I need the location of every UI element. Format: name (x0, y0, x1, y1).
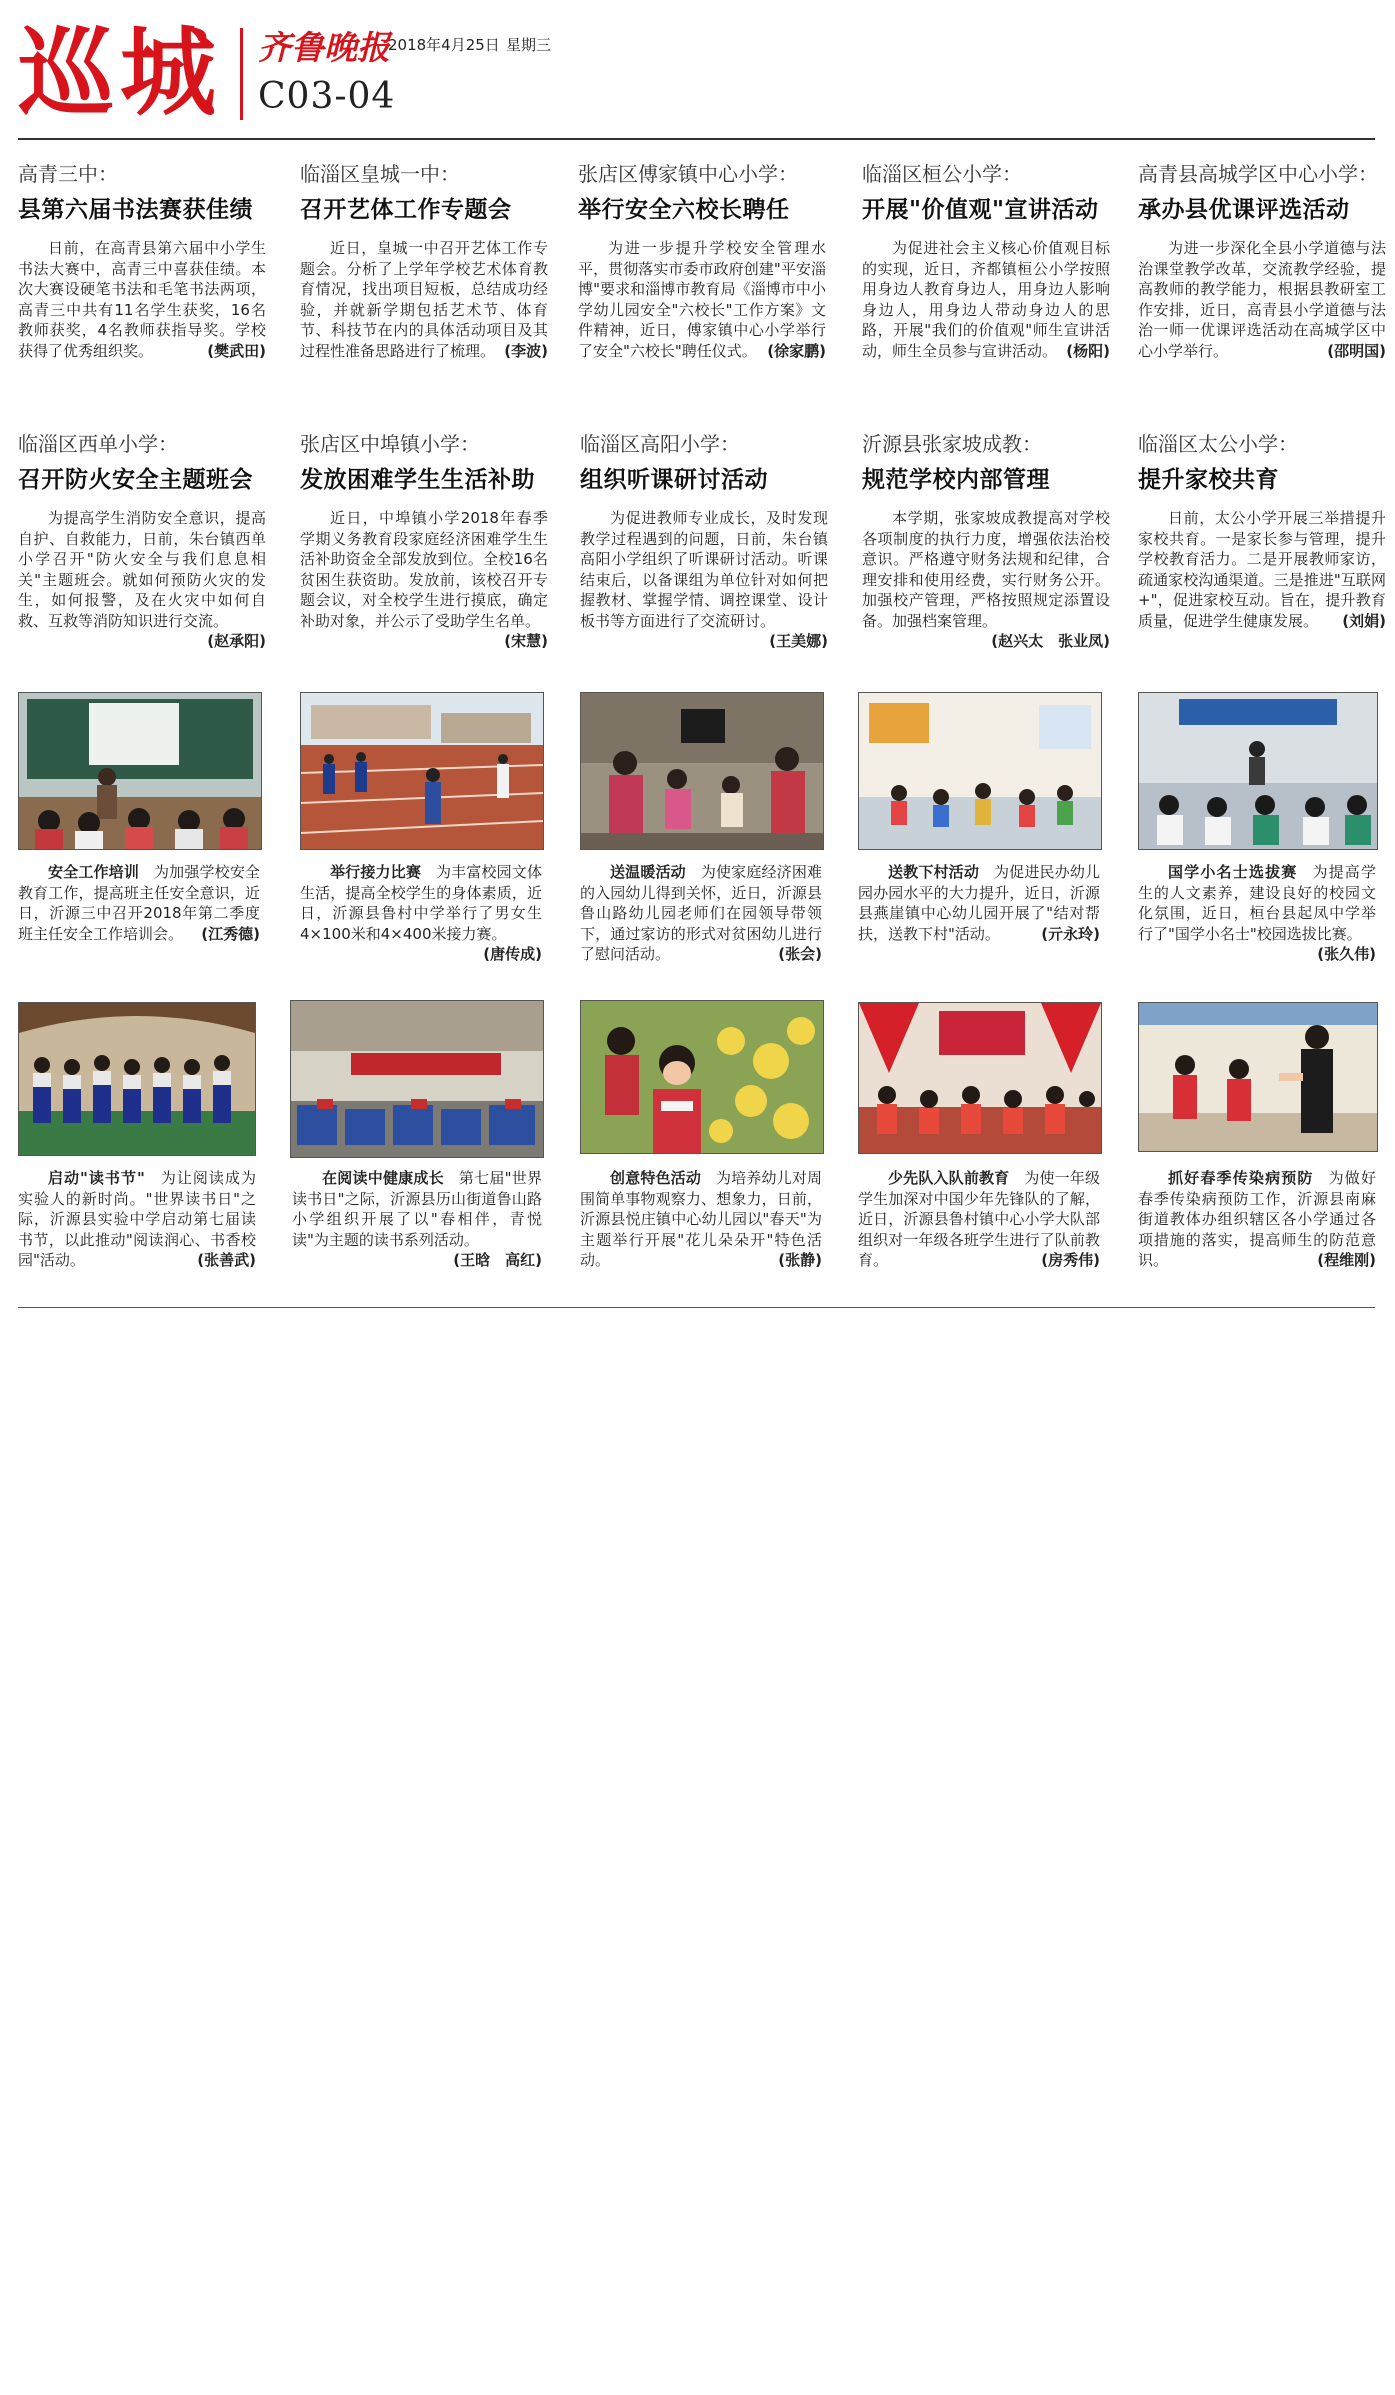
caption-teaching-visit: 送教下村活动 为促进民办幼儿园办园水平的大力提升，近日，沂源县燕崖镇中心幼儿园开展了"结对帮扶，送教下村"活动。 (亓永玲) (858, 863, 1100, 943)
caption-creative-activity: 创意特色活动 为培养幼儿对周围简单事物观察力、想象力，日前，沂源县悦庄镇中心幼儿园以"春天"为主题举行开展"花儿朵朵开"特色活动。 (张静) (580, 1169, 822, 1269)
photo-home-visit (580, 692, 824, 850)
article-kicker: 临淄区太公小学： (1138, 432, 1298, 456)
article-body: 近日，皇城一中召开艺体工作专题会。分析了上学年学校艺术体育教育情况，找出项目短板，总结成功经验，并就新学期包括艺术节、体育节、科技节在内的具体活动项目及其过程性准备思路进行了梳理。 (李波) (300, 239, 548, 360)
caption-relay-race: 举行接力比赛 为丰富校园文体生活，提高全校学生的身体素质，近日，沂源县鲁村中学举行了男女生4×100米和4×400米接力赛。 (唐传成) (300, 863, 542, 963)
article-gaoqing-no3 (18, 160, 266, 361)
caption-disease-prevention: 抓好春季传染病预防 为做好春季传染病预防工作，沂源县南麻街道教体办组织辖区各小学通过各项措施的落实，提高师生的防范意识。 (程维刚) (1138, 1169, 1376, 1269)
article-xidan-primary (18, 430, 266, 652)
article-kicker: 沂源县张家坡成教： (862, 432, 1042, 456)
article-headline: 承办县优课评选活动 (1138, 197, 1350, 223)
article-kicker: 临淄区西单小学： (18, 432, 178, 456)
article-body: 为促进社会主义核心价值观目标的实现，近日，齐都镇桓公小学按照用身边人教育身边人，用身边人影响身边人，用身边人带动身边人的思路，开展"我们的价值观"师生宣讲活动，师生全员参与宣讲活动。 (杨阳) (862, 239, 1110, 360)
photo-reading-assembly (290, 1000, 544, 1158)
bottom-rule (18, 1307, 1375, 1308)
article-headline: 召开防火安全主题班会 (18, 467, 253, 493)
article-zhongbu-primary (300, 430, 548, 652)
photo-spring-flowers (580, 1000, 824, 1154)
article-byline: (赵承阳) (207, 632, 266, 650)
article-byline: (刘娟) (1342, 611, 1386, 630)
article-headline: 发放困难学生生活补助 (300, 467, 535, 493)
article-kicker: 临淄区桓公小学： (862, 162, 1022, 186)
article-headline: 县第六届书法赛获佳绩 (18, 197, 253, 223)
article-gaocheng-primary (1138, 160, 1386, 361)
article-byline: (邵明国) (1327, 341, 1386, 360)
caption-safety-training: 安全工作培训 为加强学校安全教育工作，提高班主任安全意识，近日，沂源三中召开2018年第二季度班主任安全工作培训会。 (江秀德) (18, 863, 260, 943)
article-headline: 组织听课研讨活动 (580, 467, 768, 493)
top-rule (18, 138, 1375, 140)
article-byline: (宋慧) (504, 632, 548, 650)
article-byline: (王美娜) (769, 632, 828, 650)
masthead (18, 18, 1373, 140)
article-byline: (李波) (504, 341, 548, 360)
article-kicker: 临淄区皇城一中： (300, 162, 460, 186)
publication-date: 2018年4月25日 (388, 36, 500, 54)
photo-guoxue-contest (1138, 692, 1378, 850)
article-headline: 提升家校共育 (1138, 467, 1279, 493)
article-headline: 开展"价值观"宣讲活动 (862, 197, 1099, 223)
photo-relay-race (300, 692, 544, 850)
caption-reading-growth: 在阅读中健康成长 第七届"世界读书日"之际，沂源县历山街道鲁山路小学组织开展了以"春相伴，青悦读"为主题的读书系列活动。 (王晗 高红) (292, 1169, 542, 1269)
newspaper-logo: 齐鲁晚报 (258, 28, 390, 67)
article-headline: 举行安全六校长聘任 (578, 197, 790, 223)
article-headline: 召开艺体工作专题会 (300, 197, 512, 223)
article-gaoyang-primary (580, 430, 828, 652)
article-headline: 规范学校内部管理 (862, 467, 1050, 493)
article-body: 为促进教师专业成长，及时发现教学过程遇到的问题，日前，朱台镇高阳小学组织了听课研讨活动。听课结束后，以备课组为单位针对如何把握教材、掌握学情、调控课堂、设计板书等方面进行了交流研讨。 (王美娜) (580, 509, 828, 650)
article-taigong-primary (1138, 430, 1386, 631)
photo-disease-prevention (1138, 1002, 1378, 1152)
photo-reading-festival (18, 1002, 256, 1156)
publication-weekday: 星期三 (506, 36, 552, 54)
section-title: 巡城 (18, 16, 222, 129)
caption-warmth-visit: 送温暖活动 为使家庭经济困难的入园幼儿得到关怀，近日，沂源县鲁山路幼儿园老师们在园领导带领下，通过家访的形式对贫困幼儿进行了慰问活动。 (张会) (580, 863, 822, 963)
article-body: 本学期，张家坡成教提高对学校各项制度的执行力度，增强依法治校意识。严格遵守财务法规和纪律，合理安排和使用经费，实行财务公开。加强校产管理，严格按照规定添置设备。加强档案管理。 (赵兴太 张业凤) (862, 509, 1110, 650)
article-zhangjiapo-adult-ed (862, 430, 1110, 652)
caption-reading-festival: 启动"读书节" 为让阅读成为实验人的新时尚。"世界读书日"之际，沂源县实验中学启动第七届读书节，以此推动"阅读润心、书香校园"活动。 (张善武) (18, 1169, 256, 1269)
article-body: 日前，太公小学开展三举措提升家校共育。一是家长参与管理，提升学校教育活力。二是开展教师家访，疏通家校沟通渠道。三是推进"互联网+"，促进家校互动。旨在，提升教育质量，促进学生健康发展。 (刘娟) (1138, 509, 1386, 630)
article-body: 近日，中埠镇小学2018年春季学期义务教育段家庭经济困难学生生活补助资金全部发放到位。全校16名贫困生获资助。发放前，该校召开专题会议，对全校学生进行摸底，确定补助对象，并公示了受助学生名单。 (宋慧) (300, 509, 548, 650)
article-huangong-primary (862, 160, 1110, 361)
article-kicker: 高青县高城学区中心小学： (1138, 162, 1378, 186)
photo-classroom-training (18, 692, 262, 850)
article-kicker: 张店区傅家镇中心小学： (578, 162, 798, 186)
article-byline: (徐家鹏) (767, 341, 826, 360)
article-kicker: 张店区中埠镇小学： (300, 432, 480, 456)
article-huangcheng-no1 (300, 160, 548, 361)
article-kicker: 临淄区高阳小学： (580, 432, 740, 456)
caption-pioneers-education: 少先队入队前教育 为使一年级学生加深对中国少年先锋队的了解，近日，沂源县鲁村镇中心小学大队部组织对一年级各班学生进行了队前教育。 (房秀伟) (858, 1169, 1100, 1269)
article-kicker: 高青三中： (18, 162, 118, 186)
masthead-divider (240, 28, 243, 120)
caption-guoxue-contest: 国学小名士选拔赛 为提高学生的人文素养，建设良好的校园文化氛围，近日，桓台县起凤中学举行了"国学小名士"校园选拔比赛。 (张久伟) (1138, 863, 1376, 963)
photo-teaching-visit (858, 692, 1102, 850)
article-byline: (赵兴太 张业凤) (991, 632, 1110, 650)
photo-pioneers-education (858, 1002, 1102, 1154)
article-body: 为进一步提升学校安全管理水平，贯彻落实市委市政府创建"平安淄博"要求和淄博市教育局《淄博市中小学幼儿园安全"六校长"工作方案》文件精神，近日，傅家镇中心小学举行了安全"六校长"聘任仪式。 (徐家鹏) (578, 239, 826, 360)
article-fujia-primary (578, 160, 826, 361)
article-body: 为提高学生消防安全意识，提高自护、自救能力，日前，朱台镇西单小学召开"防火安全与我们息息相关"主题班会。就如何预防火灾的发生，如何报警，及在火灾中如何自救、互救等消防知识进行交流。 (赵承阳) (18, 509, 266, 650)
article-byline: (樊武田) (207, 341, 266, 360)
page-code: C03-04 (258, 76, 396, 117)
article-body: 日前，在高青县第六届中小学生书法大赛中，高青三中喜获佳绩。本次大赛设硬笔书法和毛笔书法两项，高青三中共有11名学生获奖，16名教师获奖，4名教师获指导奖。学校获得了优秀组织奖。 (樊武田) (18, 239, 266, 360)
article-body: 为进一步深化全县小学道德与法治课堂教学改革，交流教学经验，提高教师的教学能力，根据县教研室工作安排，近日，高青县小学道德与法治一师一优课评选活动在高城学区中心小学举行。 (邵明国) (1138, 239, 1386, 360)
article-byline: (杨阳) (1066, 341, 1110, 360)
